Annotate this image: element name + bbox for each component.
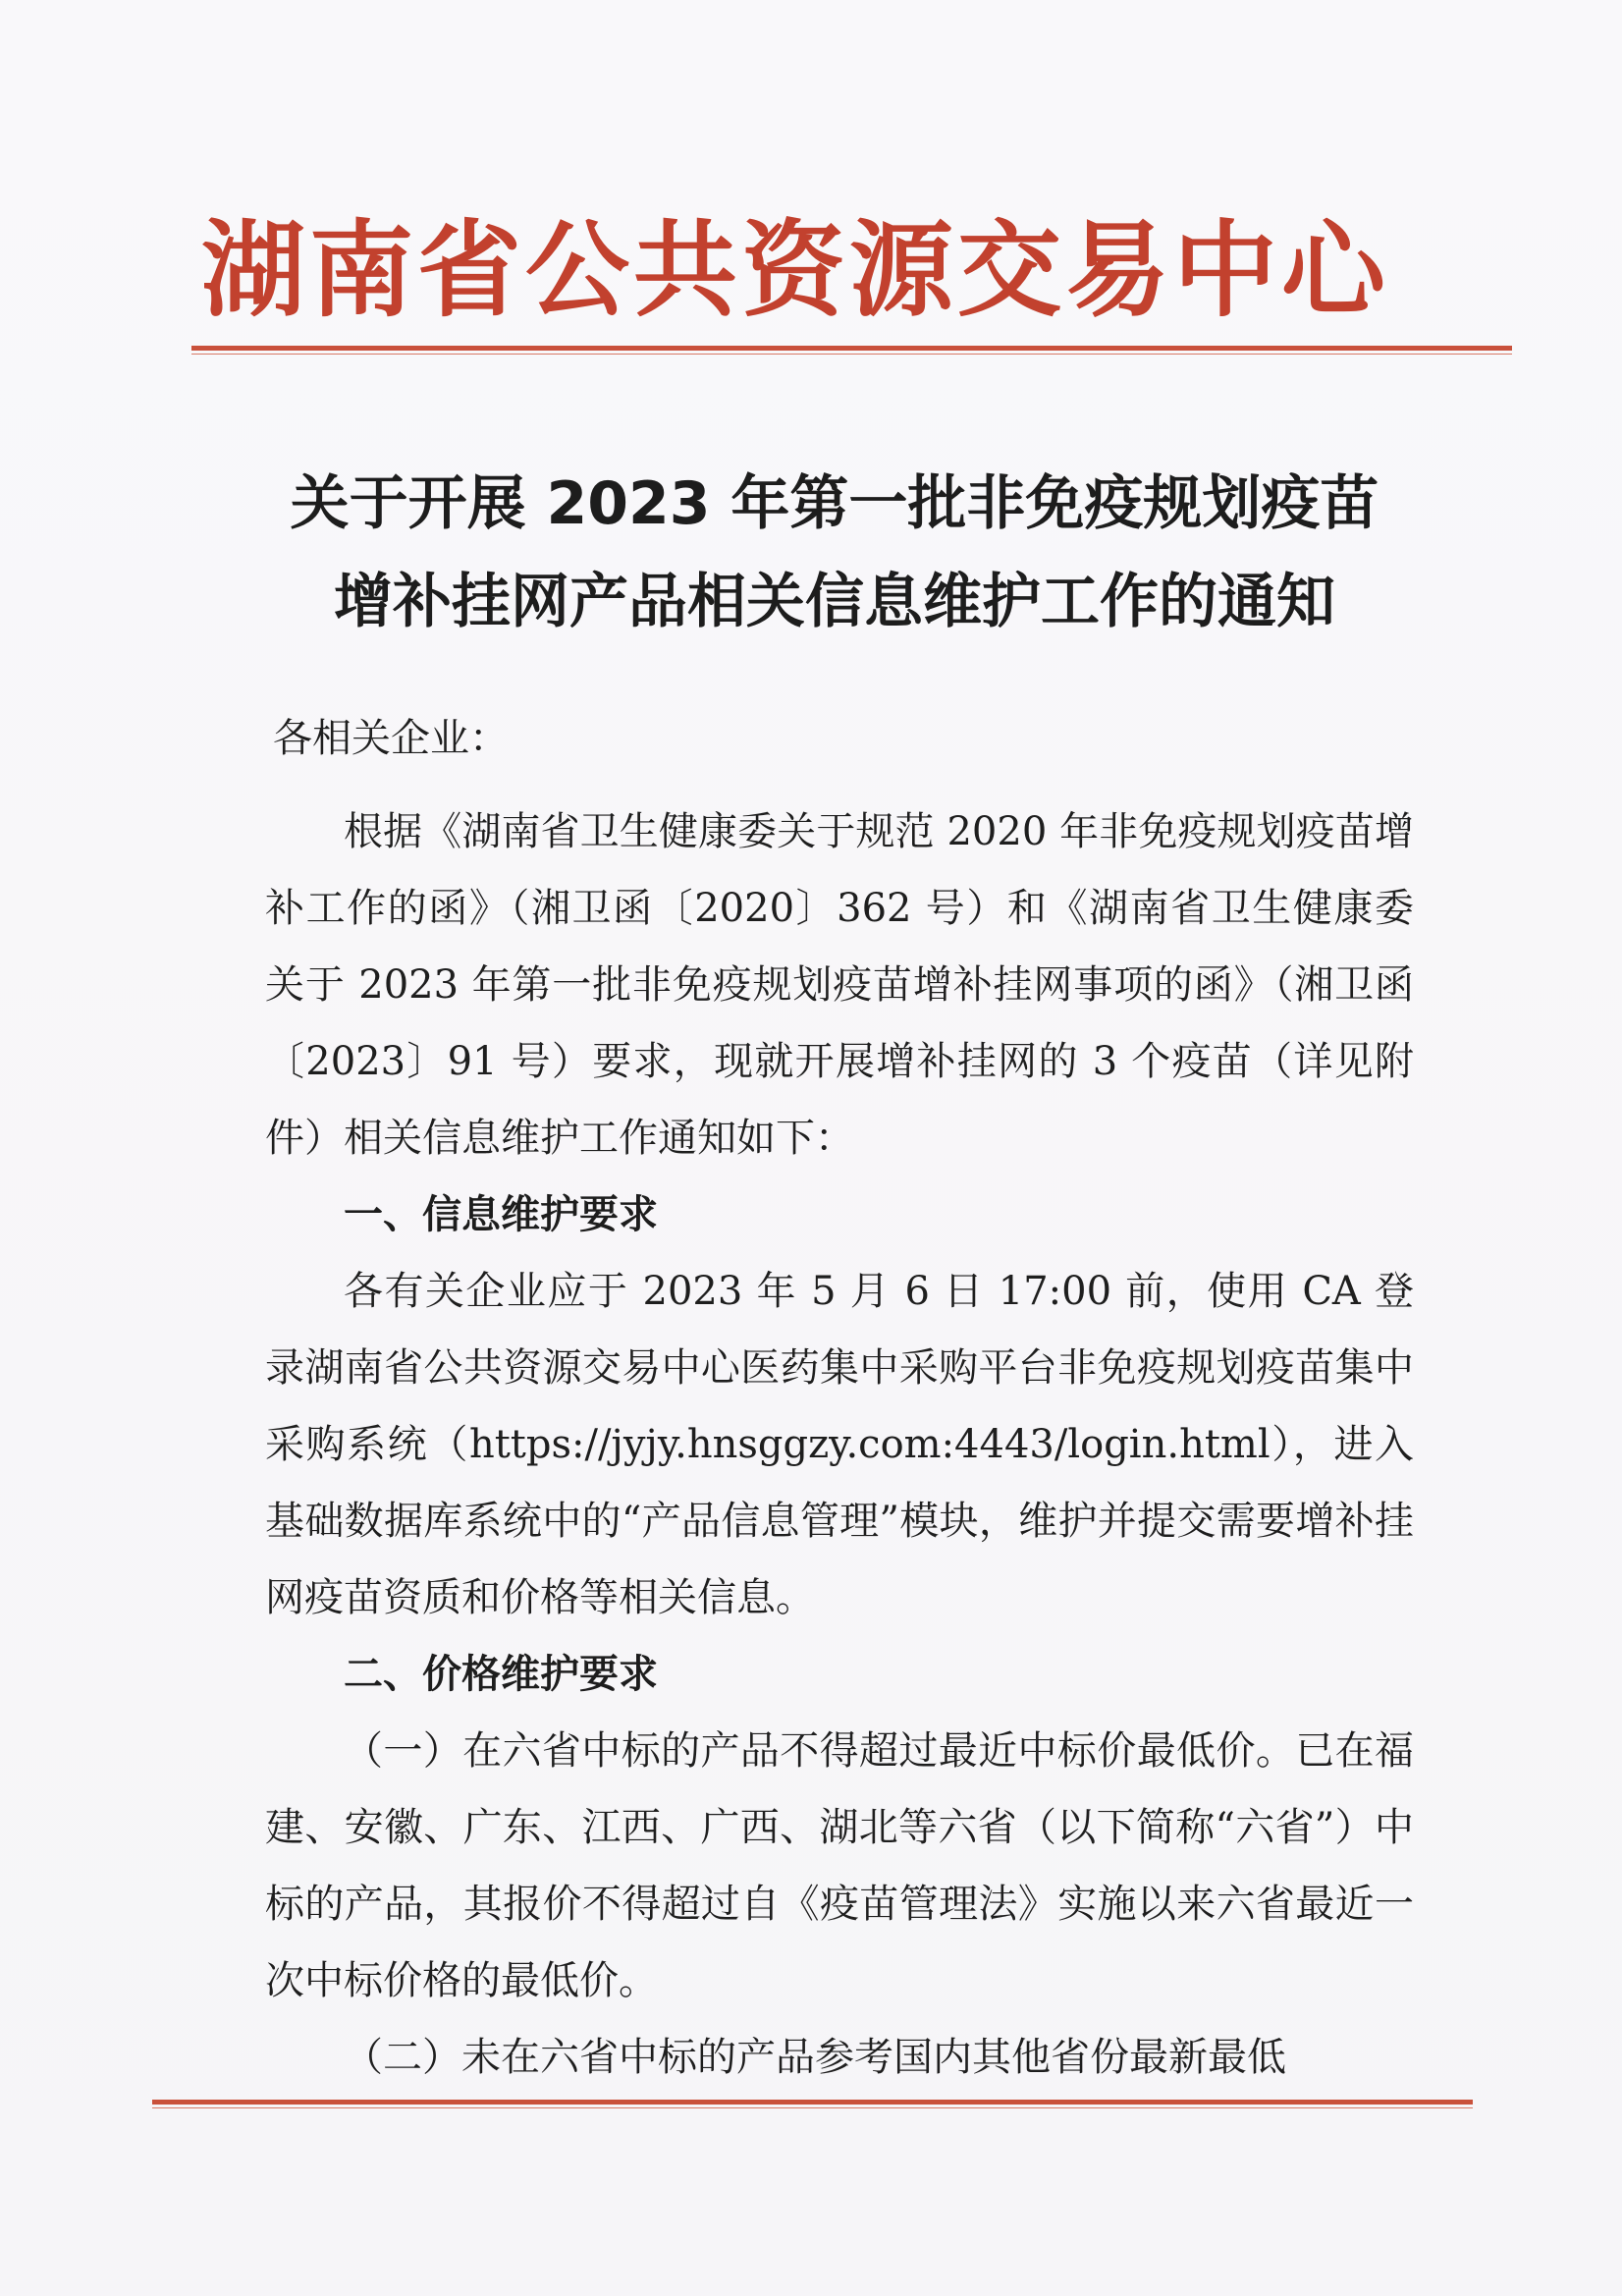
header-rule-thin bbox=[191, 354, 1512, 355]
body-block-1 bbox=[265, 793, 1414, 2096]
salutation: 各相关企业： bbox=[273, 716, 509, 761]
footer-rule-thin bbox=[152, 2107, 1473, 2108]
section-1-heading: 一、信息维护要求 bbox=[344, 1192, 658, 1237]
notice-title-line-1: 关于开展 2023 年第一批非免疫规划疫苗 bbox=[290, 469, 1379, 538]
org-header-title: 湖南省公共资源交易中心 bbox=[201, 208, 1389, 331]
notice-title-line-2: 增补挂网产品相关信息维护工作的通知 bbox=[334, 568, 1335, 636]
section-1-body: 各有关企业应于 2023 年 5 月 6 日 17:00 前，使用 CA 登录湖南省公共资源交易中心医药集中采购平台非免疫规划疫苗集中采购系统（https://jyjy.hnsggzy.com:4443/login.html），进入基础数据库系统中的“产品信息管理”模块，维护并提交需要增补挂网疫苗资质和价格等相关信息。 bbox=[265, 1269, 1414, 1620]
intro-paragraph: 根据《湖南省卫生健康委关于规范 2020 年非免疫规划疫苗增补工作的函》（湘卫函〔2020〕362 号）和《湖南省卫生健康委关于 2023 年第一批非免疫规划疫苗增补挂网事项的函》（湘卫函〔2023〕91 号）要求，现就开展增补挂网的 3 个疫苗（详见附件）相关信息维护工作通知如下： bbox=[265, 809, 1414, 1161]
header-rule bbox=[191, 346, 1512, 351]
section-2-item-1: （一）在六省中标的产品不得超过最近中标价最低价。已在福建、安徽、广东、江西、广西、湖北等六省（以下简称“六省”）中标的产品，其报价不得超过自《疫苗管理法》实施以来六省最近一次中标价格的最低价。 bbox=[265, 1728, 1414, 2003]
section-2-item-2: （二）未在六省中标的产品参考国内其他省份最新最低 bbox=[344, 2035, 1286, 2080]
section-2-heading: 二、价格维护要求 bbox=[344, 1652, 658, 1697]
footer-rule bbox=[152, 2100, 1473, 2105]
